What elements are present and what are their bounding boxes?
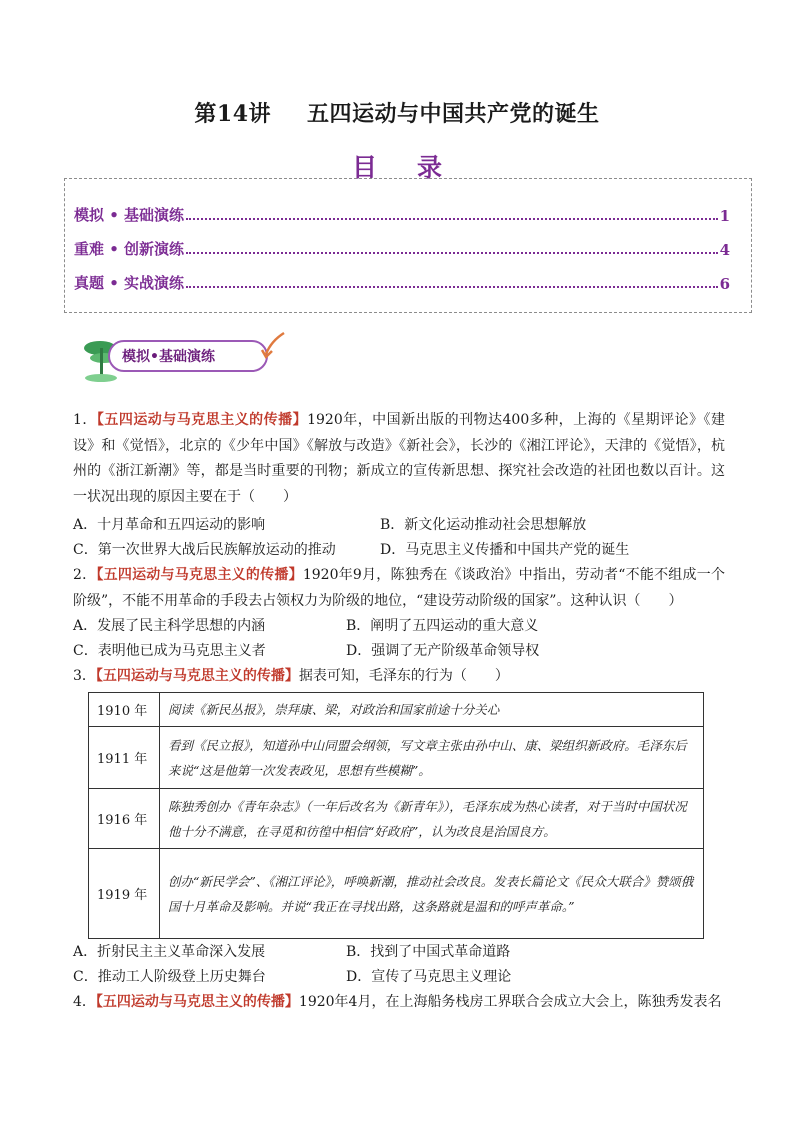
toc-page-number: 1 [719,207,730,225]
toc-page-number: 4 [719,241,730,259]
option-d[interactable]: D．马克思主义传播和中国共产党的诞生 [380,542,630,558]
question-4 [73,990,725,1016]
question-tag: 【五四运动与马克思主义的传播】 [95,668,299,684]
option-c[interactable]: C．第一次世界大战后民族解放运动的推动 [73,542,336,558]
table-row [89,693,704,727]
table-cell-desc: 陈独秀创办《青年杂志》（一年后改名为《新青年》），毛泽东成为热心读者，对于当时中国状况他十分不满意，在寻觅和彷徨中相信“好政府”，认为改良是治国良方。 [160,789,704,849]
question-number: 2． [73,567,97,583]
arrow-icon [260,330,288,360]
option-c[interactable]: C．推动工人阶级登上历史舞台 [73,969,266,985]
history-table [88,692,704,939]
option-d[interactable]: D．宣传了马克思主义理论 [346,969,512,985]
table-cell-year: 1919 年 [89,849,160,939]
table-row [89,789,704,849]
table-cell-desc: 阅读《新民丛报》，崇拜康、梁，对政治和国家前途十分关心 [160,693,704,727]
question-stem: 1920年9月，陈独秀在《谈政治》中指出，劳动者“不能不组成一个阶级”，不能不用革命的手段去占领权力为阶级的地位，“建设劳动阶级的国家”。这种认识（ ） [73,567,725,609]
toc-item-real[interactable] [74,273,730,293]
toc-page-number: 6 [719,275,730,293]
toc-heading-left: 目 [351,153,377,182]
section-banner [82,330,292,390]
question-number: 3． [73,668,96,684]
option-b[interactable]: B．阐明了五四运动的重大意义 [346,618,539,634]
page-title [0,97,794,128]
option-a[interactable]: A．折射民主主义革命深入发展 [73,944,266,960]
option-b[interactable]: B．新文化运动推动社会思想解放 [380,517,587,533]
lecture-name: 五四运动与中国共产党的诞生 [307,101,600,127]
option-d[interactable]: D．强调了无产阶级革命领导权 [346,643,540,659]
question-number: 4． [73,994,96,1010]
option-b[interactable]: B．找到了中国式革命道路 [346,944,511,960]
toc-item-label: 真题 • 实战演练 [74,274,185,292]
toc-leader-dots [186,217,718,220]
table-cell-year: 1911 年 [89,727,160,789]
lecture-number: 第14讲 [194,101,272,127]
question-tag: 【五四运动与马克思主义的传播】 [96,567,303,583]
table-cell-year: 1916 年 [89,789,160,849]
question-2 [73,563,725,614]
question-1 [73,408,725,510]
table-row [89,849,704,939]
option-a[interactable]: A．十月革命和五四运动的影响 [73,517,266,533]
toc-leader-dots [186,285,718,288]
table-of-contents [64,178,752,313]
toc-item-mock[interactable] [74,205,730,225]
banner-label: 模拟•基础演练 [122,349,215,365]
toc-leader-dots [186,251,718,254]
toc-item-label: 模拟 • 基础演练 [74,206,185,224]
toc-item-difficult[interactable] [74,239,730,259]
question-stem: 据表可知，毛泽东的行为（ ） [298,668,509,684]
table-row [89,727,704,789]
table-cell-year: 1910 年 [89,693,160,727]
table-cell-desc: 看到《民立报》，知道孙中山同盟会纲领，写文章主张由孙中山、康、梁组织新政府。毛泽东后来说“这是他第一次发表政见，思想有些模糊”。 [160,727,704,789]
table-cell-desc: 创办“新民学会”、《湘江评论》，呼唤新潮，推动社会改良。发表长篇论文《民众大联合》赞颂俄国十月革命及影响。并说“我正在寻找出路，这条路就是温和的呼声革命。” [160,849,704,939]
question-stem: 1920年4月，在上海船务栈房工界联合会成立大会上，陈独秀发表名 [298,994,722,1010]
question-3 [73,664,725,690]
toc-item-label: 重难 • 创新演练 [74,240,185,258]
option-c[interactable]: C．表明他已成为马克思主义者 [73,643,266,659]
question-number: 1． [73,412,97,428]
toc-heading-right: 录 [417,153,443,182]
question-tag: 【五四运动与马克思主义的传播】 [96,412,308,428]
option-a[interactable]: A．发展了民主科学思想的内涵 [73,618,266,634]
question-stem: 1920年，中国新出版的刊物达400多种，上海的《星期评论》《建设》和《觉悟》，北京的《少年中国》《解放与改造》《新社会》，长沙的《湘江评论》，天津的《觉悟》，杭州的《浙江新潮》等，都是当时重要的刊物；新成立的宣传新思想、探究社会改造的社团也数以百计。这一状况出现的原因主要在于（ ） [73,412,725,505]
question-tag: 【五四运动与马克思主义的传播】 [95,994,299,1010]
